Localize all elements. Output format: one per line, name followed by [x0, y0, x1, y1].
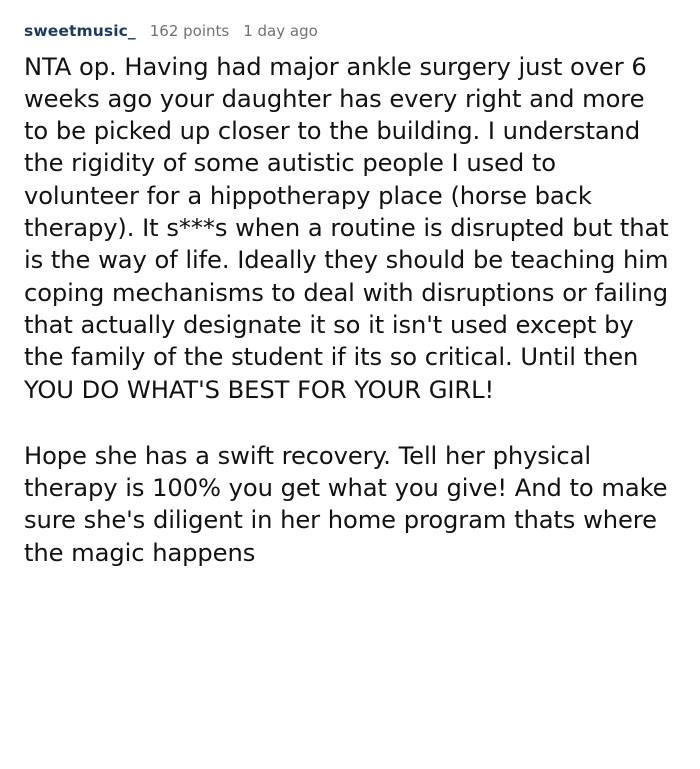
- comment-score: 162 points: [149, 22, 230, 40]
- comment-body: [24, 51, 676, 569]
- comment-paragraph: Hope she has a swift recovery. Tell her physical therapy is 100% you get what you give! And to make sure she's diligent in her home program thats where the magic happens: [24, 441, 668, 567]
- comment-metadata: [24, 22, 676, 41]
- comment-timestamp: 1 day ago: [243, 22, 318, 40]
- comment-author-username[interactable]: sweetmusic_: [24, 22, 136, 40]
- comment-paragraph: NTA op. Having had major ankle surgery just over 6 weeks ago your daughter has every right and more to be picked up closer to the building. I understand the rigidity of some autistic people I used to volunteer for a hippotherapy place (horse back therapy). It s***s when a routine is disrupted but that is the way of life. Ideally they should be teaching him coping mechanisms to deal with disruptions or failing that actually designate it so it isn't used except by the family of the student if its so critical. Until then YOU DO WHAT'S BEST FOR YOUR GIRL!: [24, 52, 669, 404]
